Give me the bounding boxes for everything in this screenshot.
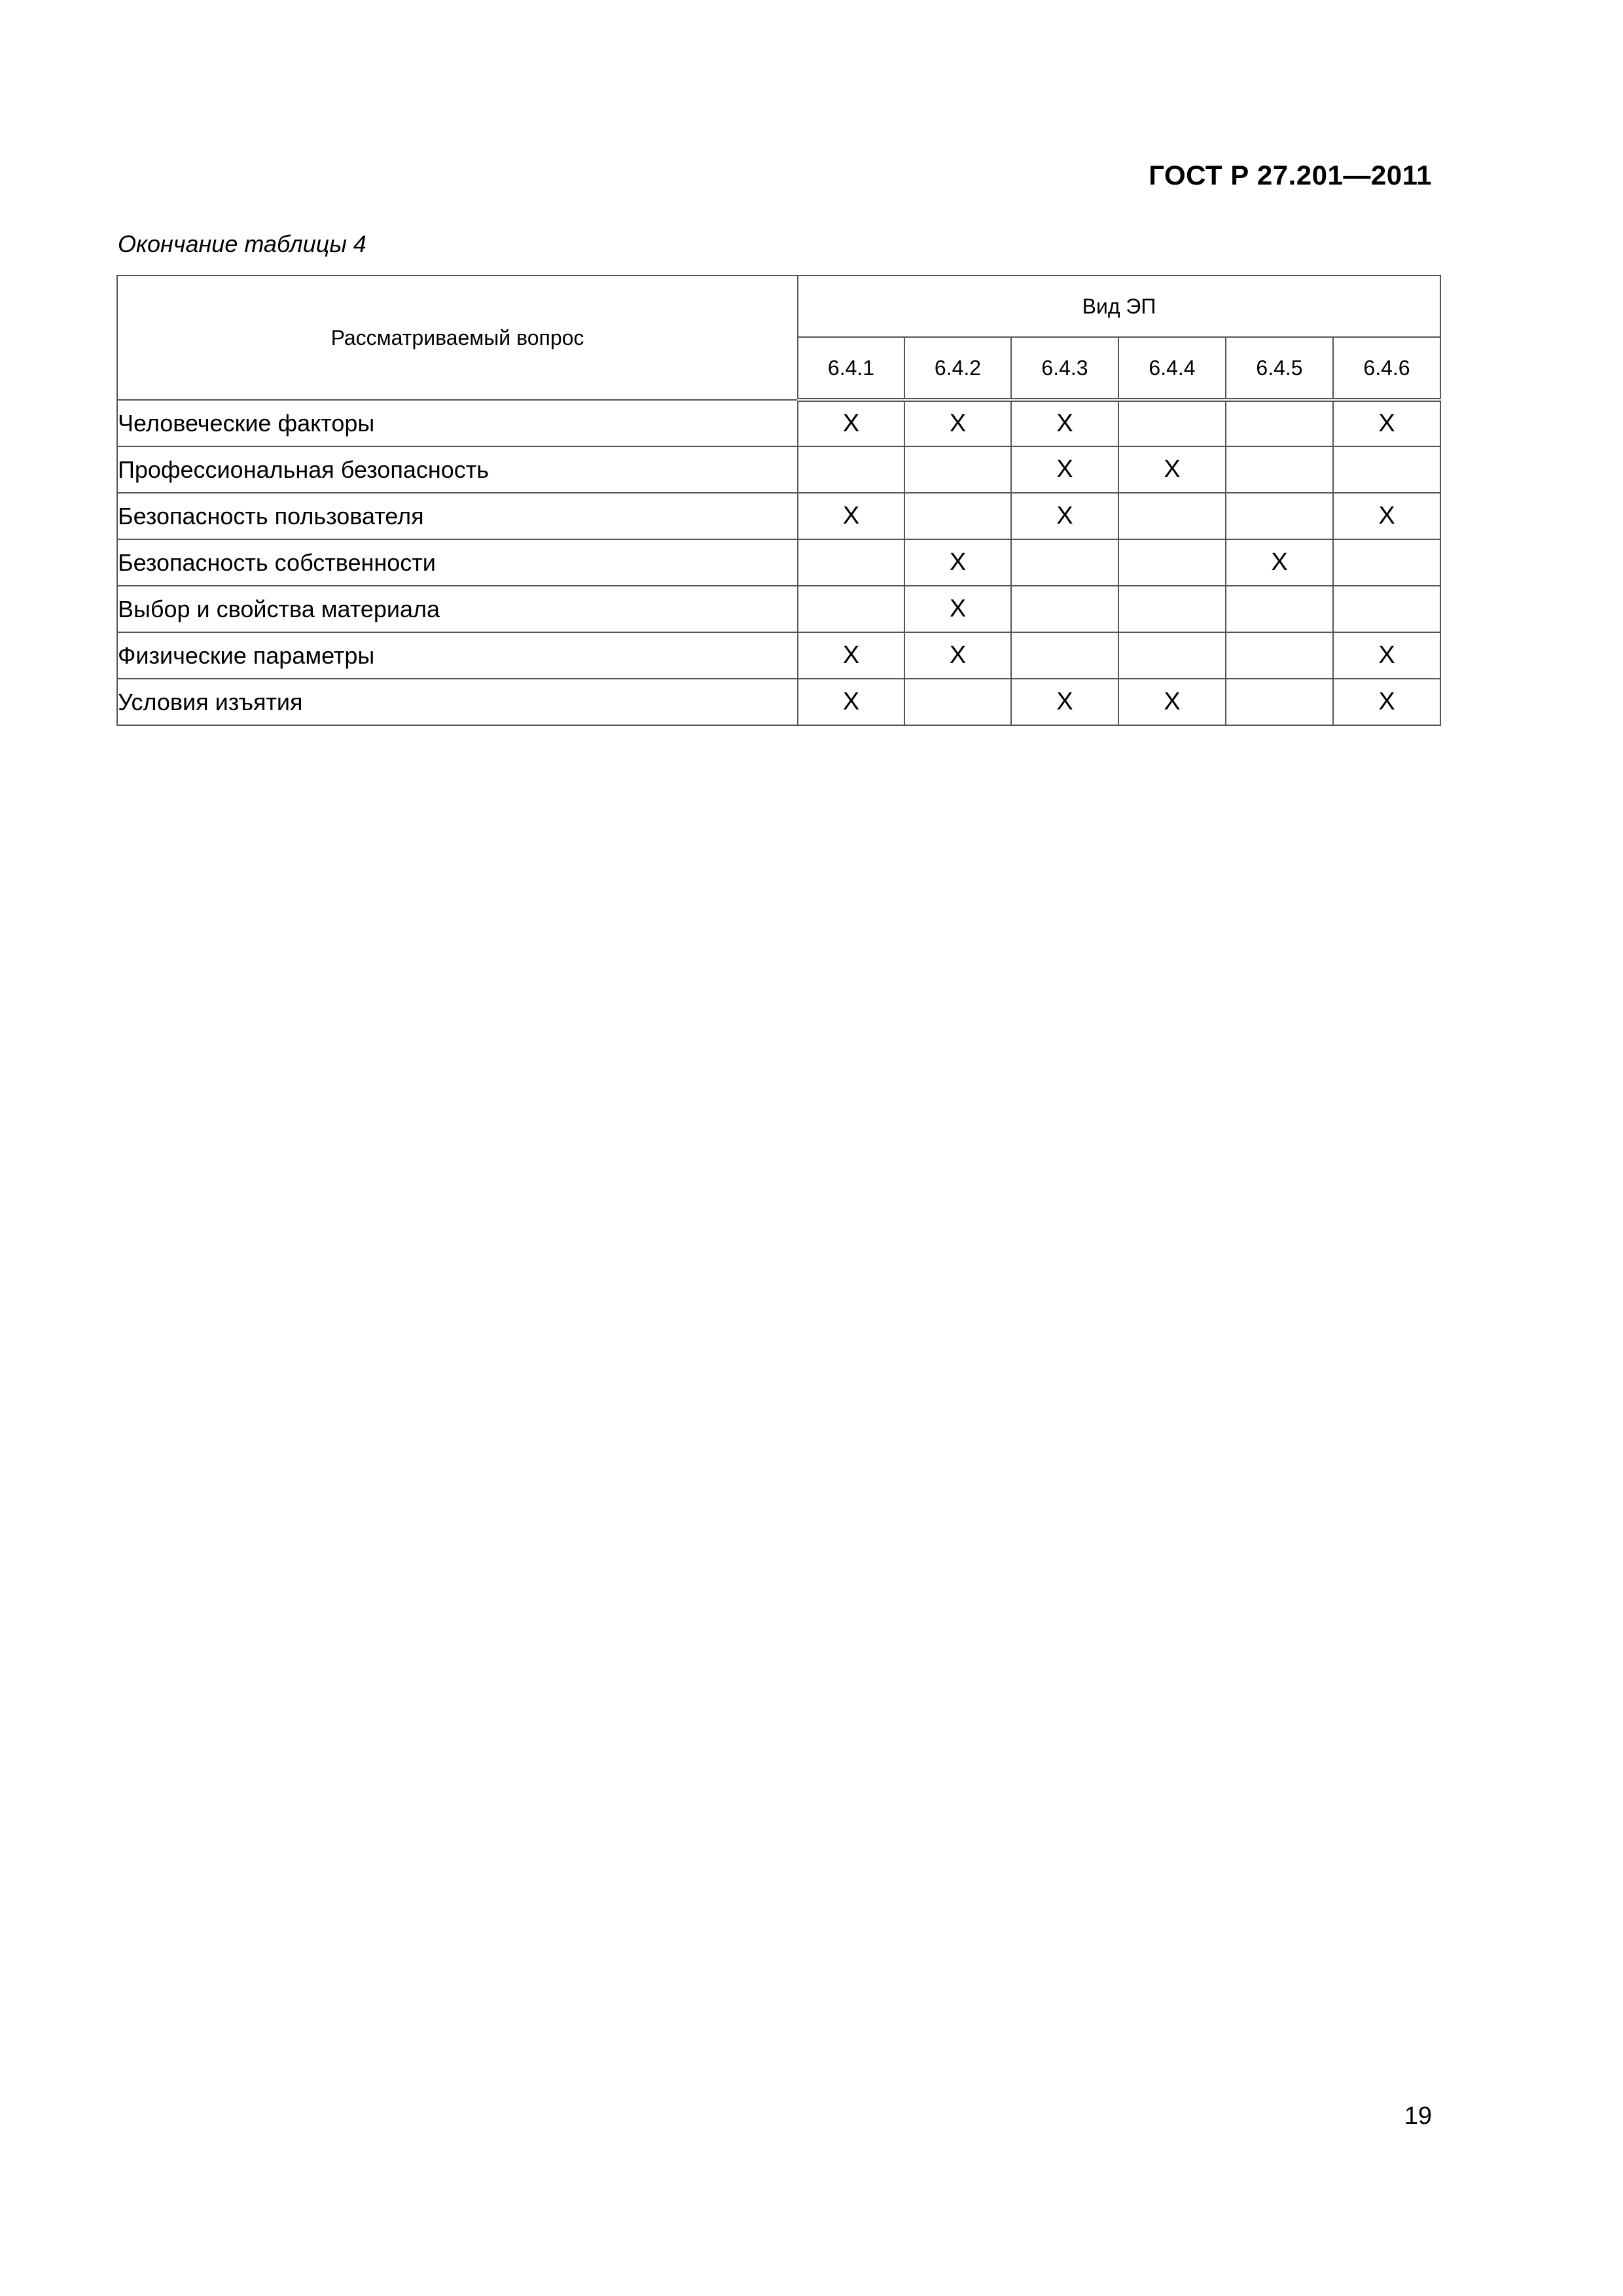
mark-cell: [1226, 632, 1333, 679]
mark-cell: X: [1011, 493, 1118, 539]
row-label: Профессиональная безопасность: [117, 446, 798, 493]
mark-cell: X: [904, 632, 1011, 679]
mark-cell: [904, 679, 1011, 725]
mark-cell: X: [1333, 632, 1440, 679]
mark-cell: [1011, 539, 1118, 586]
mark-cell: [1226, 400, 1333, 446]
mark-cell: X: [798, 400, 904, 446]
mark-cell: [1118, 632, 1226, 679]
mark-cell: X: [798, 632, 904, 679]
column-header-6-4-3: 6.4.3: [1011, 337, 1118, 400]
row-label: Условия изъятия: [117, 679, 798, 725]
column-header-6-4-5: 6.4.5: [1226, 337, 1333, 400]
mark-cell: X: [1011, 679, 1118, 725]
mark-cell: [1011, 586, 1118, 632]
mark-cell: X: [1333, 679, 1440, 725]
table-row: [117, 586, 1440, 632]
row-label: Человеческие факторы: [117, 400, 798, 446]
mark-cell: [1333, 539, 1440, 586]
mark-cell: [1333, 586, 1440, 632]
row-label: Безопасность пользователя: [117, 493, 798, 539]
table-row: [117, 400, 1440, 446]
table-row: [117, 539, 1440, 586]
mark-cell: X: [1333, 493, 1440, 539]
requirements-table: [116, 275, 1441, 726]
mark-cell: X: [798, 679, 904, 725]
column-header-6-4-4: 6.4.4: [1118, 337, 1226, 400]
table-row: [117, 679, 1440, 725]
mark-cell: X: [904, 400, 1011, 446]
table-row: [117, 632, 1440, 679]
mark-cell: [1118, 493, 1226, 539]
table-row: [117, 493, 1440, 539]
mark-cell: [1226, 493, 1333, 539]
mark-cell: X: [1226, 539, 1333, 586]
column-header-6-4-2: 6.4.2: [904, 337, 1011, 400]
mark-cell: X: [1011, 400, 1118, 446]
mark-cell: [798, 446, 904, 493]
mark-cell: [1118, 586, 1226, 632]
column-header-6-4-1: 6.4.1: [798, 337, 904, 400]
table-caption: Окончание таблицы 4: [118, 230, 366, 257]
ep-type-group-header: Вид ЭП: [798, 276, 1440, 337]
mark-cell: [1118, 539, 1226, 586]
mark-cell: [904, 446, 1011, 493]
page-number: 19: [1404, 2102, 1432, 2130]
row-label: Выбор и свойства материала: [117, 586, 798, 632]
mark-cell: X: [1333, 400, 1440, 446]
row-label: Физические параметры: [117, 632, 798, 679]
mark-cell: [798, 586, 904, 632]
mark-cell: [798, 539, 904, 586]
mark-cell: [904, 493, 1011, 539]
mark-cell: X: [1118, 679, 1226, 725]
mark-cell: X: [1011, 446, 1118, 493]
mark-cell: X: [904, 539, 1011, 586]
mark-cell: [1226, 679, 1333, 725]
mark-cell: [1226, 446, 1333, 493]
mark-cell: [1226, 586, 1333, 632]
column-header-6-4-6: 6.4.6: [1333, 337, 1440, 400]
mark-cell: X: [1118, 446, 1226, 493]
mark-cell: [1011, 632, 1118, 679]
table-row: [117, 446, 1440, 493]
mark-cell: X: [798, 493, 904, 539]
row-label: Безопасность собственности: [117, 539, 798, 586]
mark-cell: X: [904, 586, 1011, 632]
document-code: ГОСТ Р 27.201—2011: [1149, 160, 1432, 190]
mark-cell: [1333, 446, 1440, 493]
mark-cell: [1118, 400, 1226, 446]
question-column-header: Рассматриваемый вопрос: [117, 276, 798, 400]
